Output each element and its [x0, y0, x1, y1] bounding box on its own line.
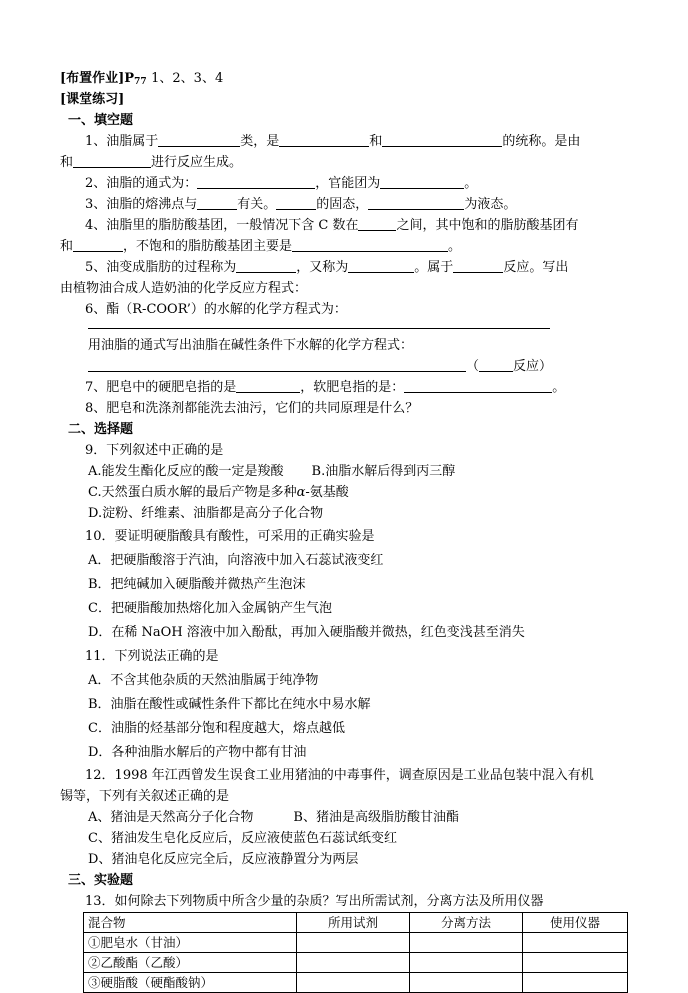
question-6-b: 用油脂的通式写出油脂在碱性条件下水解的化学方程式：	[88, 338, 414, 353]
table-header: 所用试剂	[297, 913, 410, 933]
answer-blank[interactable]	[368, 195, 464, 210]
answer-blank[interactable]	[73, 237, 123, 252]
question-9-ab	[60, 461, 632, 482]
section-experiment-title: 三、实验题	[68, 873, 134, 888]
question-8: 8、肥皂和洗涤剂都能洗去油污，它们的共同原理是什么？	[85, 401, 419, 416]
impurity-table	[83, 912, 628, 993]
mixture-cell: ③硬脂酸（硬酯酸钠）	[84, 973, 297, 993]
answer-blank[interactable]	[453, 258, 503, 273]
answer-blank[interactable]	[358, 216, 396, 231]
answer-cell[interactable]	[297, 973, 410, 993]
answer-cell[interactable]	[410, 933, 523, 953]
answer-cell[interactable]	[523, 953, 628, 973]
question-12-ab	[60, 807, 632, 828]
option-a[interactable]: A．不含其他杂质的天然油脂属于纯净物	[88, 673, 319, 688]
table-header: 使用仪器	[523, 913, 628, 933]
table-header-row	[84, 913, 628, 933]
option-b[interactable]: B．油脂在酸性或碱性条件下都比在纯水中易水解	[88, 697, 371, 712]
question-12-cont: 锡等，下列有关叙述正确的是	[60, 789, 230, 804]
answer-blank[interactable]	[382, 132, 502, 147]
answer-cell[interactable]	[523, 933, 628, 953]
question-4: 4、油脂里的脂肪酸基团，一般情况下含 C 数在 之间，其中饱和的脂肪酸基团有	[85, 218, 579, 233]
question-4-cont: 和 ，不饱和的脂肪酸基团主要是 。	[60, 239, 462, 254]
mixture-cell: ①肥皂水（甘油）	[84, 933, 297, 953]
homework-label: [布置作业]P	[60, 71, 135, 86]
table-row	[84, 973, 628, 993]
question-7: 7、肥皂中的硬肥皂指的是 ，软肥皂指的是： 。	[85, 380, 566, 395]
table-row	[84, 953, 628, 973]
option-a[interactable]: A．把硬脂酸溶于汽油，向溶液中加入石蕊试液变红	[88, 553, 384, 568]
homework-line	[60, 68, 632, 89]
option-c[interactable]: C、猪油发生皂化反应后，反应液使蓝色石蕊试纸变红	[88, 831, 397, 846]
table-header: 分离方法	[410, 913, 523, 933]
question-9: 9．下列叙述中正确的是	[85, 443, 224, 458]
question-5-cont: 由植物油合成人造奶油的化学反应方程式：	[60, 281, 308, 296]
answer-blank[interactable]	[348, 258, 414, 273]
option-d[interactable]: D．各种油脂水解后的产物中都有甘油	[88, 745, 307, 760]
homework-page: 77	[134, 77, 147, 87]
answer-blank[interactable]	[479, 357, 513, 372]
option-b[interactable]: B.油脂水解后得到丙三醇	[311, 464, 456, 479]
option-c[interactable]: C．油脂的烃基部分饱和程度越大，熔点越低	[88, 721, 345, 736]
option-a[interactable]: A、猪油是天然高分子化合物	[88, 810, 254, 825]
table-header: 混合物	[84, 913, 297, 933]
question-11: 11．下列说法正确的是	[85, 649, 219, 664]
question-12: 12．1998 年江西曾发生误食工业用猪油的中毒事件，调查原因是工业品包装中混入有机	[85, 768, 594, 783]
answer-blank[interactable]	[197, 174, 315, 189]
question-9-d[interactable]: D.淀粉、纤维素、油脂都是高分子化合物	[88, 506, 324, 521]
question-2: 2、油脂的通式为： ，官能团为 。	[85, 176, 478, 191]
answer-cell[interactable]	[410, 953, 523, 973]
answer-cell[interactable]	[410, 973, 523, 993]
answer-cell[interactable]	[523, 973, 628, 993]
answer-blank[interactable]	[404, 378, 552, 393]
question-6-c: （ 反应）	[60, 356, 632, 377]
answer-blank[interactable]	[236, 378, 300, 393]
question-9-c[interactable]: C.天然蛋白质水解的最后产物是多种α-氨基酸	[88, 485, 349, 500]
answer-blank[interactable]	[197, 195, 237, 210]
answer-blank[interactable]	[158, 132, 240, 147]
option-c[interactable]: C．把硬脂酸加热熔化加入金属钠产生气泡	[88, 601, 332, 616]
answer-blank[interactable]	[73, 153, 151, 168]
question-10: 10．要证明硬脂酸具有酸性，可采用的正确实验是	[85, 529, 375, 544]
answer-blank[interactable]	[236, 258, 296, 273]
question-5: 5、油变成脂肪的过程称为 ，又称为 。属于 反应。写出	[85, 260, 569, 275]
answer-blank[interactable]	[276, 195, 316, 210]
answer-blank[interactable]	[380, 174, 464, 189]
option-d[interactable]: D．在稀 NaOH 溶液中加入酚酞，再加入硬脂酸并微热，红色变浅甚至消失	[88, 625, 525, 640]
question-13: 13．如何除去下列物质中所含少量的杂质？写出所需试剂，分离方法及所用仪器	[85, 894, 544, 909]
answer-cell[interactable]	[297, 933, 410, 953]
mixture-cell: ②乙酸酯（乙酸）	[84, 953, 297, 973]
option-d[interactable]: D、猪油皂化反应完全后，反应液静置分为两层	[88, 852, 359, 867]
answer-line[interactable]	[88, 320, 550, 329]
homework-items: 1、2、3、4	[151, 71, 224, 86]
section-choice-title: 二、选择题	[68, 422, 134, 437]
practice-label: [课堂练习]	[60, 92, 125, 107]
answer-blank[interactable]	[279, 132, 369, 147]
option-a[interactable]: A.能发生酯化反应的酸一定是羧酸	[88, 464, 284, 479]
question-1: 1、油脂属于 类，是 和 的统称。是由	[85, 134, 581, 149]
option-b[interactable]: B、猪油是高级脂肪酸甘油酯	[293, 810, 459, 825]
option-b[interactable]: B．把纯碱加入硬脂酸并微热产生泡沫	[88, 577, 306, 592]
question-6: 6、酯（R-COOR’）的水解的化学方程式为：	[85, 302, 347, 317]
answer-blank[interactable]	[88, 357, 466, 372]
question-3: 3、油脂的熔沸点与 有关。 的固态， 为液态。	[85, 197, 517, 212]
answer-cell[interactable]	[297, 953, 410, 973]
table-row	[84, 933, 628, 953]
answer-blank[interactable]	[292, 237, 448, 252]
question-1-cont: 和 进行反应生成。	[60, 155, 243, 170]
worksheet	[60, 68, 632, 993]
section-fill-title: 一、填空题	[68, 113, 134, 128]
